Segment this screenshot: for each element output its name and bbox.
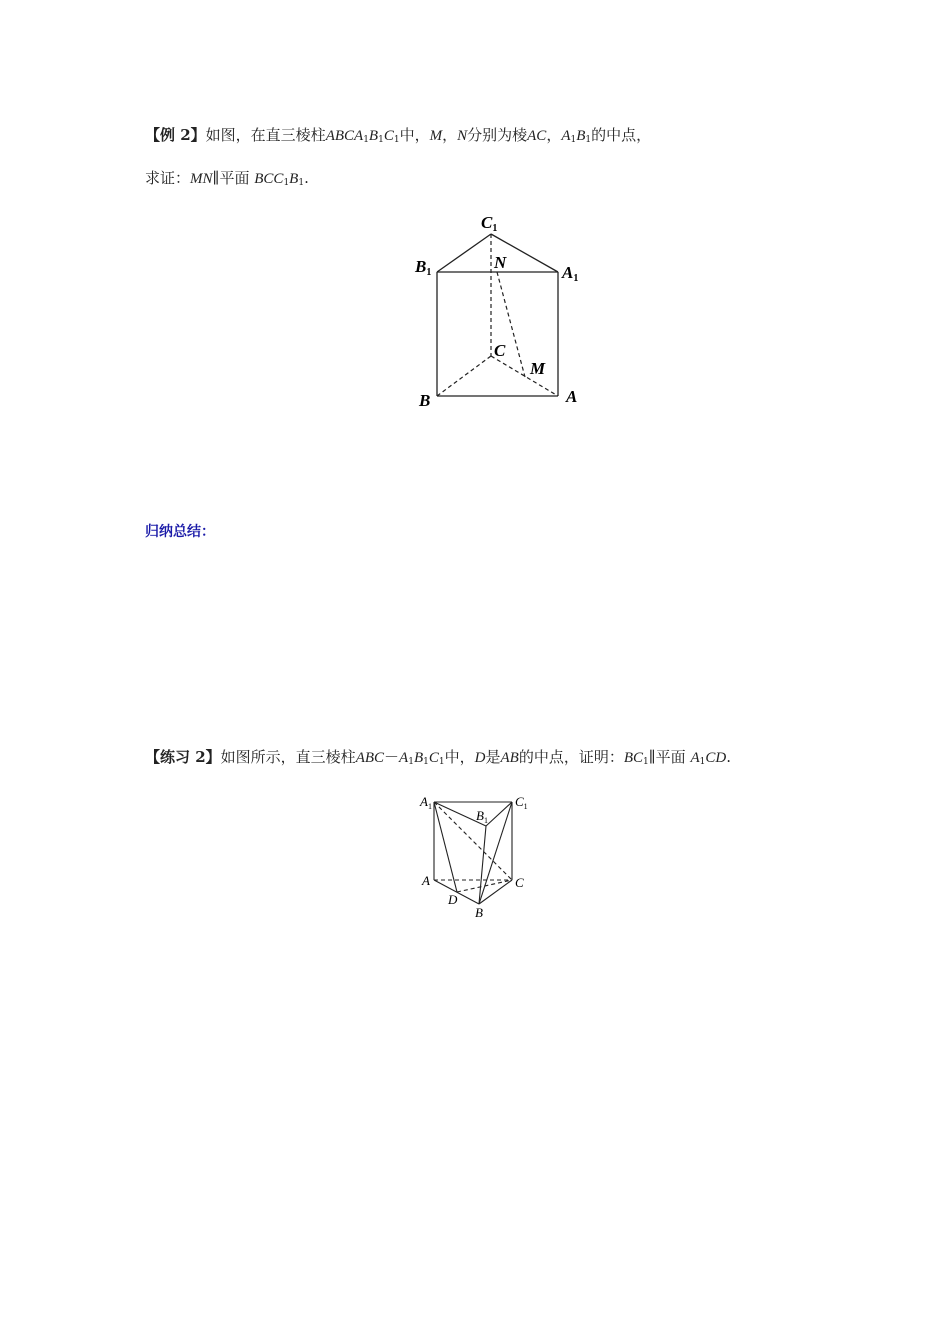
label-B1: $B_1$ <box>476 808 488 825</box>
label-C1: C1 <box>481 213 498 234</box>
exercise-tag: 【练习 2】 <box>145 748 221 766</box>
label-B: B <box>475 905 483 920</box>
example-tag: 【例 2】 <box>145 126 206 144</box>
label-M: M <box>530 359 546 378</box>
label-B1: B1 <box>415 257 432 278</box>
summary-heading: 归纳总结： <box>145 524 215 540</box>
segment-A1C-hidden <box>434 802 512 880</box>
label-B: B <box>419 391 431 410</box>
label-A: A <box>566 387 578 406</box>
label-C: C <box>515 875 524 890</box>
label-N: N <box>494 253 507 272</box>
label-A1: $A_1$ <box>420 794 432 811</box>
label-C: C <box>494 341 506 360</box>
label-D: D <box>448 892 458 907</box>
example2-line2: 求证：MN∥平面 $BCC_1B_1$. <box>145 169 309 188</box>
segment-A1D <box>434 802 457 892</box>
exercise2-line: 【练习 2】如图所示，直三棱柱$ABC-A_1B_1C_1$中，D是AB的中点，证明：$BC_1\parallel$平面 $A_1CD$. <box>145 748 731 767</box>
label-C1: $C_1$ <box>515 794 528 811</box>
label-A1: A1 <box>562 263 579 284</box>
edge-BC <box>479 880 512 904</box>
label-A: A <box>422 873 430 888</box>
example2-line1: 【例 2】如图，在直三棱柱$ABCA_1B_1C_1$中，M，N分别为棱AC，$A_1B_1$的中点， <box>145 126 652 145</box>
